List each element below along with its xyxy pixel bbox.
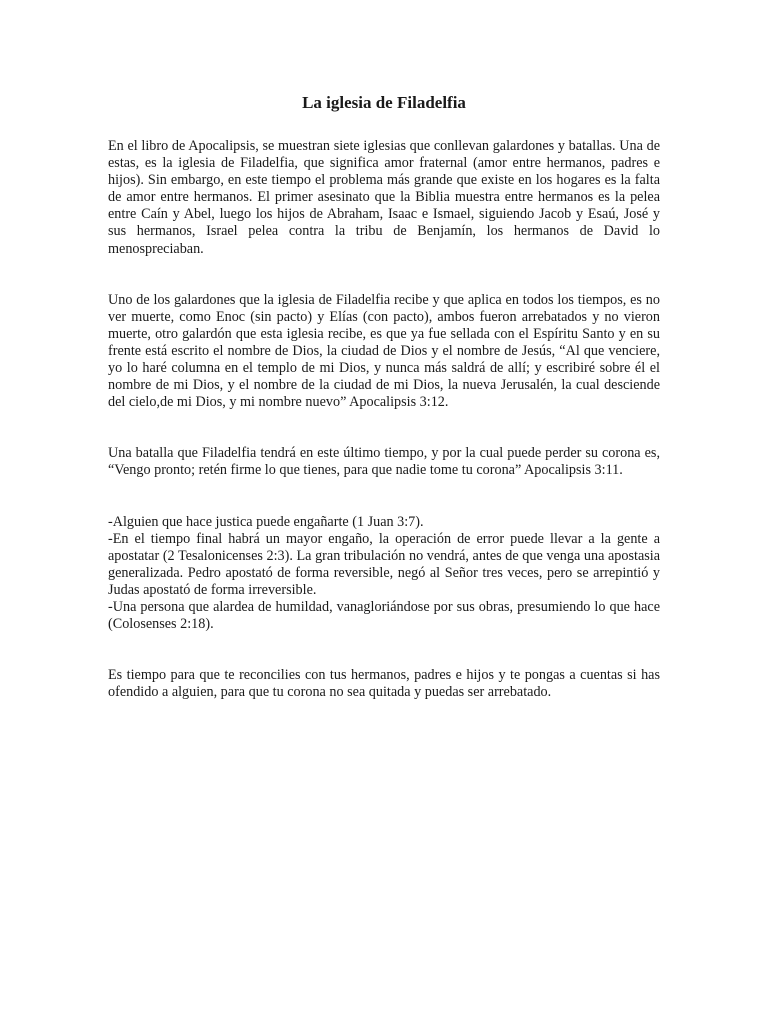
paragraph-closing: Es tiempo para que te reconcilies con tus hermanos, padres e hijos y te pongas a cuentas si has ofendido a alguien, para que tu corona no sea quitada y puedas ser arrebatado. — [108, 667, 660, 701]
paragraph-galardones: Uno de los galardones que la iglesia de Filadelfia recibe y que aplica en todos los tiempos, es no ver muerte, como Enoc (sin pacto) y Elías (con pacto), ambos fueron arrebatados y no vieron muerte, otro galardón que esta iglesia recibe, es que ya fue sellada con el Espíritu Santo y en su frente está escrito el nombre de Dios, la ciudad de Dios y el nombre de Jesús, “Al que venciere, yo lo haré columna en el templo de mi Dios, y nunca más saldrá de allí; y escribiré sobre él el nombre de mi Dios, y el nombre de la ciudad de mi Dios, la nueva Jerusalén, la cual desciende del cielo,de mi Dios, y mi nombre nuevo” Apocalipsis 3:12. — [108, 291, 660, 411]
document-title: La iglesia de Filadelfia — [302, 93, 466, 112]
list-item-alguien: -Alguien que hace justica puede engañarte (1 Juan 3:7). — [108, 513, 424, 530]
warning-list — [108, 514, 660, 634]
paragraph-batalla: Una batalla que Filadelfia tendrá en este último tiempo, y por la cual puede perder su corona es, “Vengo pronto; retén firme lo que tienes, para que nadie tome tu corona” Apocalipsis 3:11. — [108, 445, 660, 479]
list-item-engano: -En el tiempo final habrá un mayor engaño, la operación de error puede llevar a la gente a apostatar (2 Tesalonicenses 2:3). La gran tribulación no vendrá, antes de que venga una apostasia generalizada. Pedro apostató de forma reversible, negó al Señor tres veces, pero se arrepintió y Judas apostató de forma irreversible. — [108, 530, 660, 598]
list-item-humildad: -Una persona que alardea de humildad, vanagloriándose por sus obras, presumiendo lo que hace (Colosenses 2:18). — [108, 598, 660, 633]
paragraph-intro: En el libro de Apocalipsis, se muestran siete iglesias que conllevan galardones y batallas. Una de estas, es la iglesia de Filadelfia, que significa amor fraternal (amor entre hermanos, padres e hijos). Sin embargo, en este tiempo el problema más grande que existe en los hogares es la falta de amor entre hermanos. El primer asesinato que la Biblia muestra entre hermanos es la pelea entre Caín y Abel, luego los hijos de Abraham, Isaac e Ismael, siguiendo Jacob y Esaú, José y sus hermanos, Israel pelea contra la tribu de Benjamín, los hermanos de David lo menospreciaban. — [108, 138, 660, 257]
